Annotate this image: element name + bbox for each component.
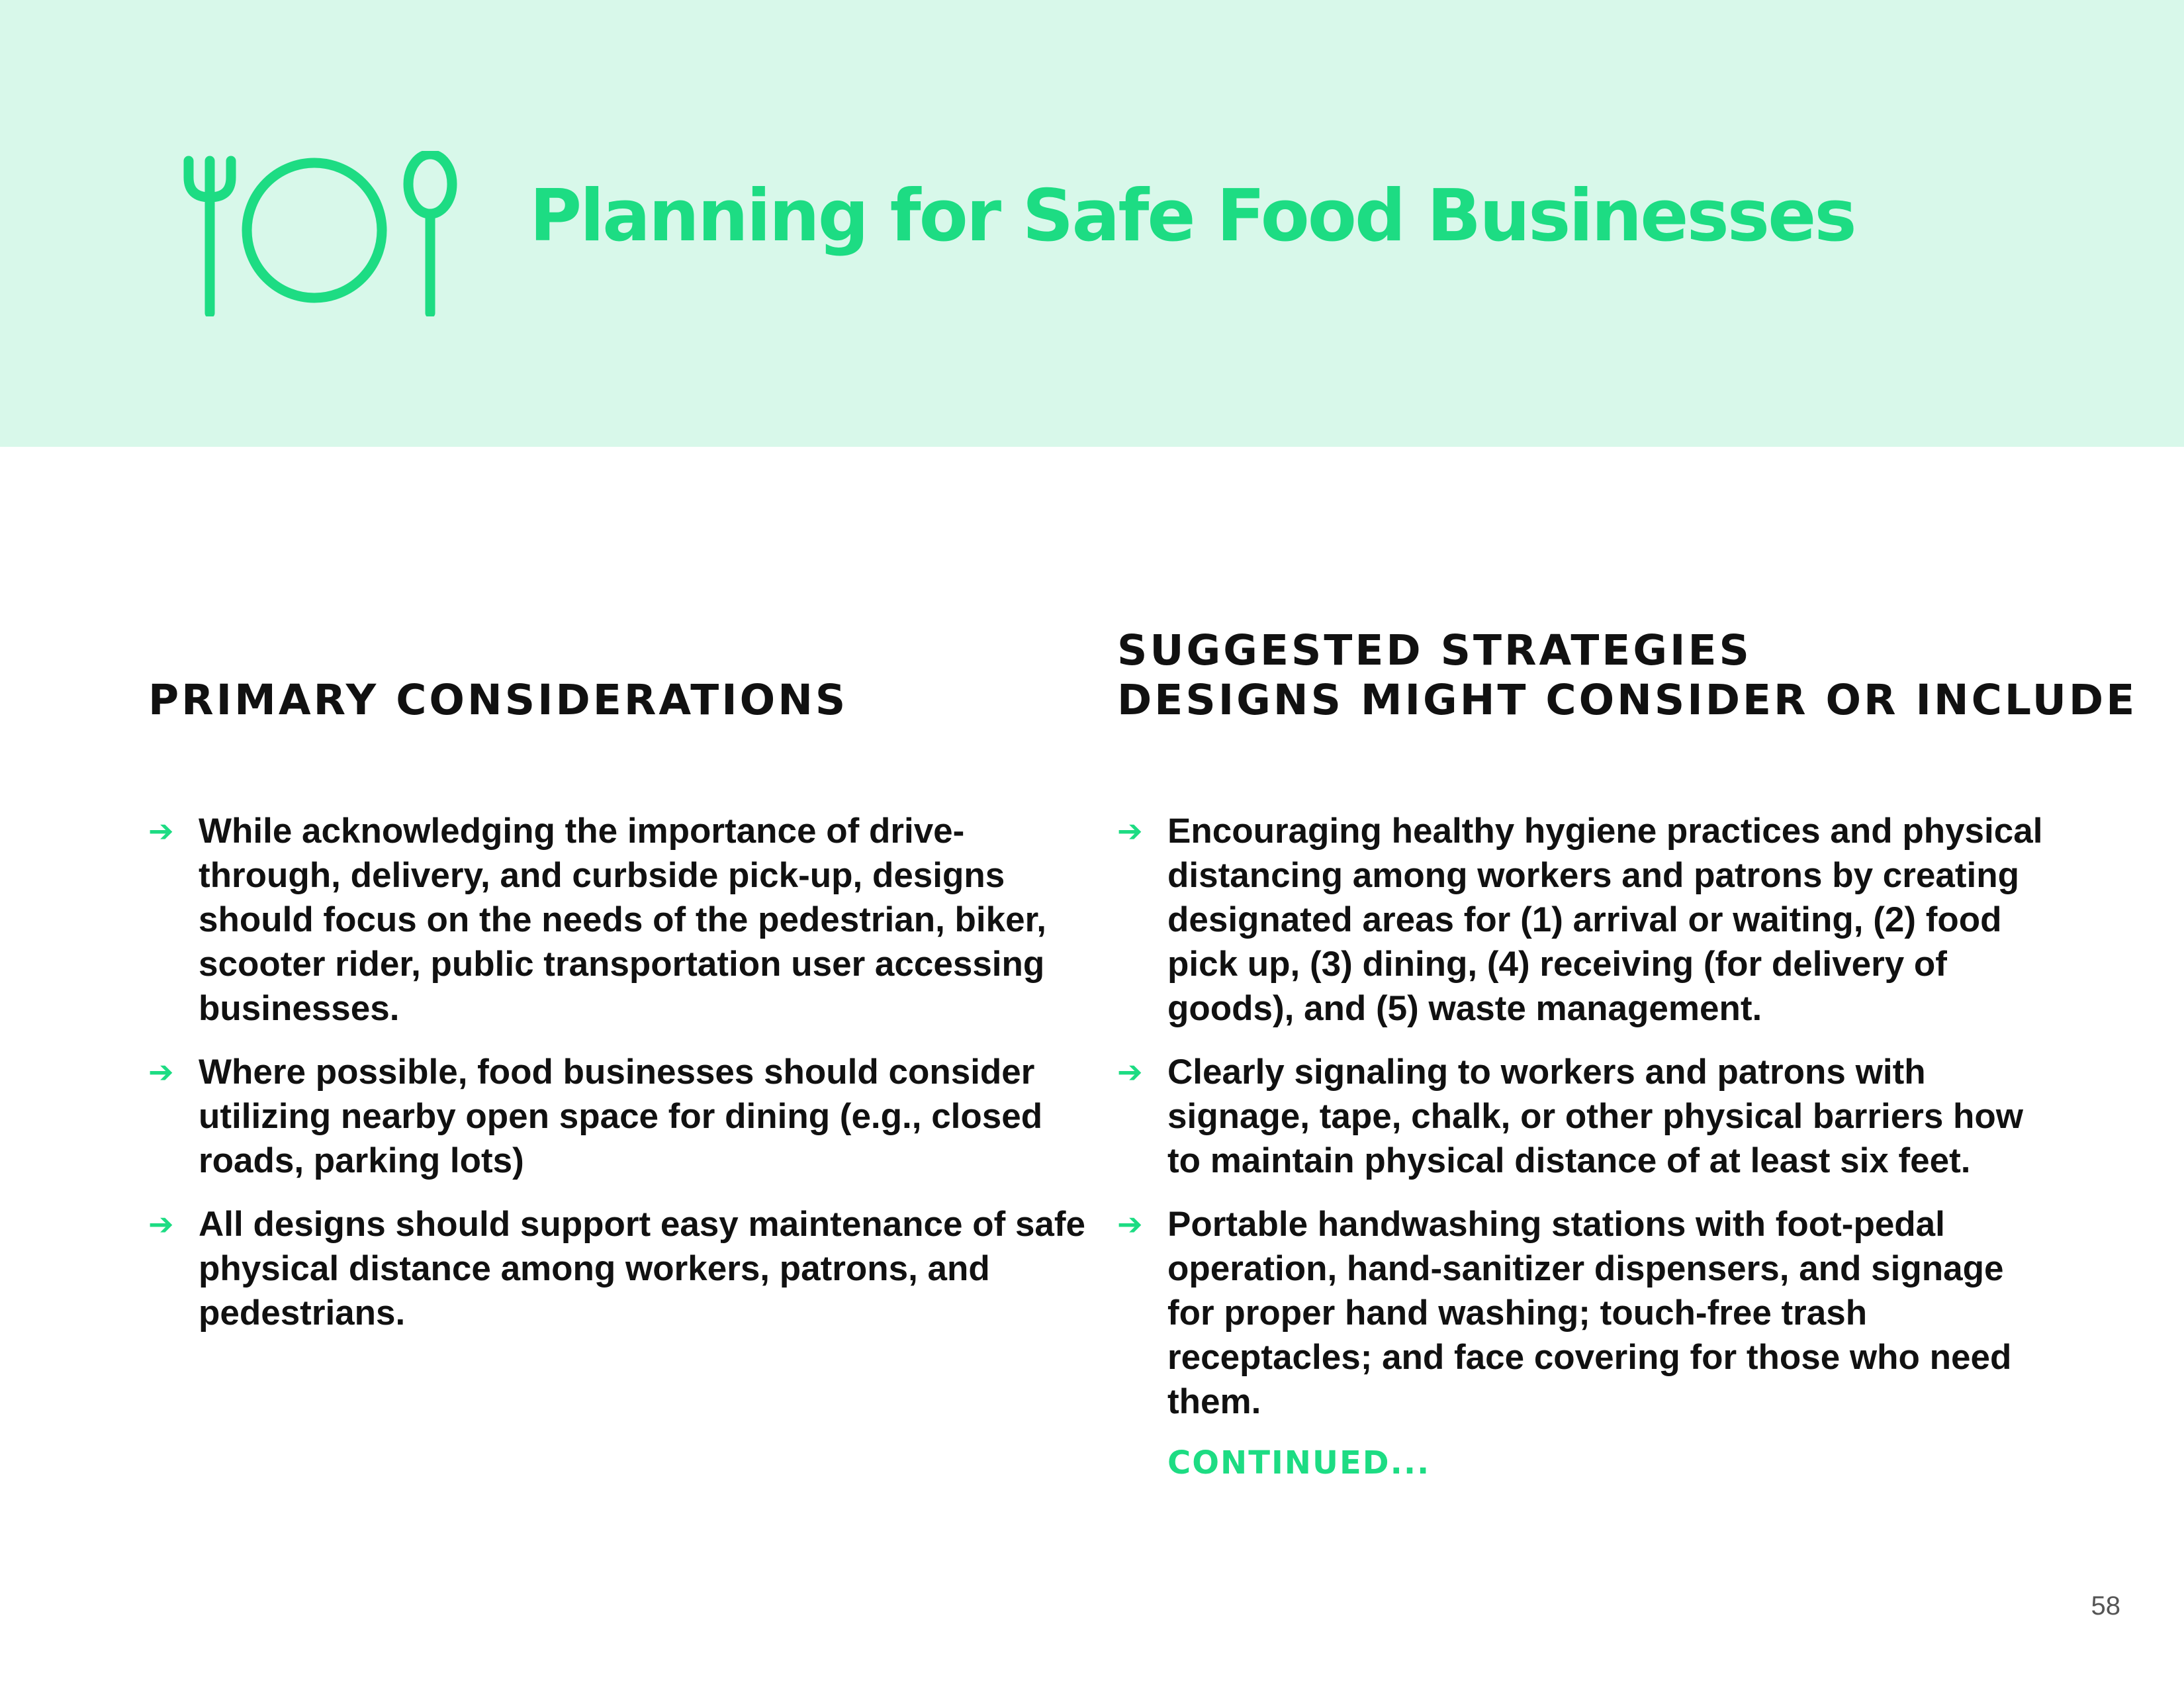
primary-considerations-column [148,675,1088,1354]
list-item [1117,1202,2057,1424]
suggested-strategies-column [1117,626,2138,1483]
list-item [148,1050,1088,1183]
list-item-text: Portable handwashing stations with foot-pedal operation, hand-sanitizer dispensers, and signage for proper hand washing; touch-free trash receptacles; and face covering for those who need them. [1167,1205,2012,1421]
arrow-right-icon: ➔ [1117,813,1143,849]
list-item [148,1202,1088,1335]
arrow-right-icon: ➔ [148,1054,174,1090]
page-title: Planning for Safe Food Businesses [529,175,1855,258]
heading-line: SUGGESTED STRATEGIES [1117,626,1752,675]
heading-line: DESIGNS MIGHT CONSIDER OR INCLUDE [1117,676,2138,724]
list-item-text: Encouraging healthy hygiene practices and physical distancing among workers and patrons by creating designated areas for (1) arrival or waiting, (2) food pick up, (3) dining, (4) receiving (for delivery of goods), and (5) waste management. [1167,812,2043,1028]
arrow-right-icon: ➔ [1117,1206,1143,1242]
list-item-text: While acknowledging the importance of drive-through, delivery, and curbside pick-up, designs should focus on the needs of the pedestrian, biker, scooter rider, public transportation user accessing businesses. [199,812,1047,1028]
arrow-right-icon: ➔ [1117,1054,1143,1090]
list-item [1117,809,2057,1031]
arrow-right-icon: ➔ [148,813,174,849]
list-item [1117,1050,2057,1183]
list-item-text: Clearly signaling to workers and patrons with signage, tape, chalk, or other physical barriers how to maintain physical distance of at least six feet. [1167,1053,2024,1180]
arrow-right-icon: ➔ [148,1206,174,1242]
list-item [148,809,1088,1031]
header-band [0,0,2184,447]
suggested-strategies-list [1117,809,2057,1424]
heading-line: PRIMARY CONSIDERATIONS [148,676,848,724]
suggested-strategies-heading [1117,626,2138,725]
continued-label: CONTINUED... [1167,1444,1431,1481]
fork-plate-spoon-icon [182,151,463,316]
primary-considerations-list [148,809,1088,1335]
page-number: 58 [2091,1591,2120,1620]
list-item-text: All designs should support easy maintenance of safe physical distance among workers, patrons, and pedestrians. [199,1205,1086,1333]
primary-considerations-heading [148,675,1088,725]
list-item-text: Where possible, food businesses should consider utilizing nearby open space for dining (e.g., closed roads, parking lots) [199,1053,1043,1180]
